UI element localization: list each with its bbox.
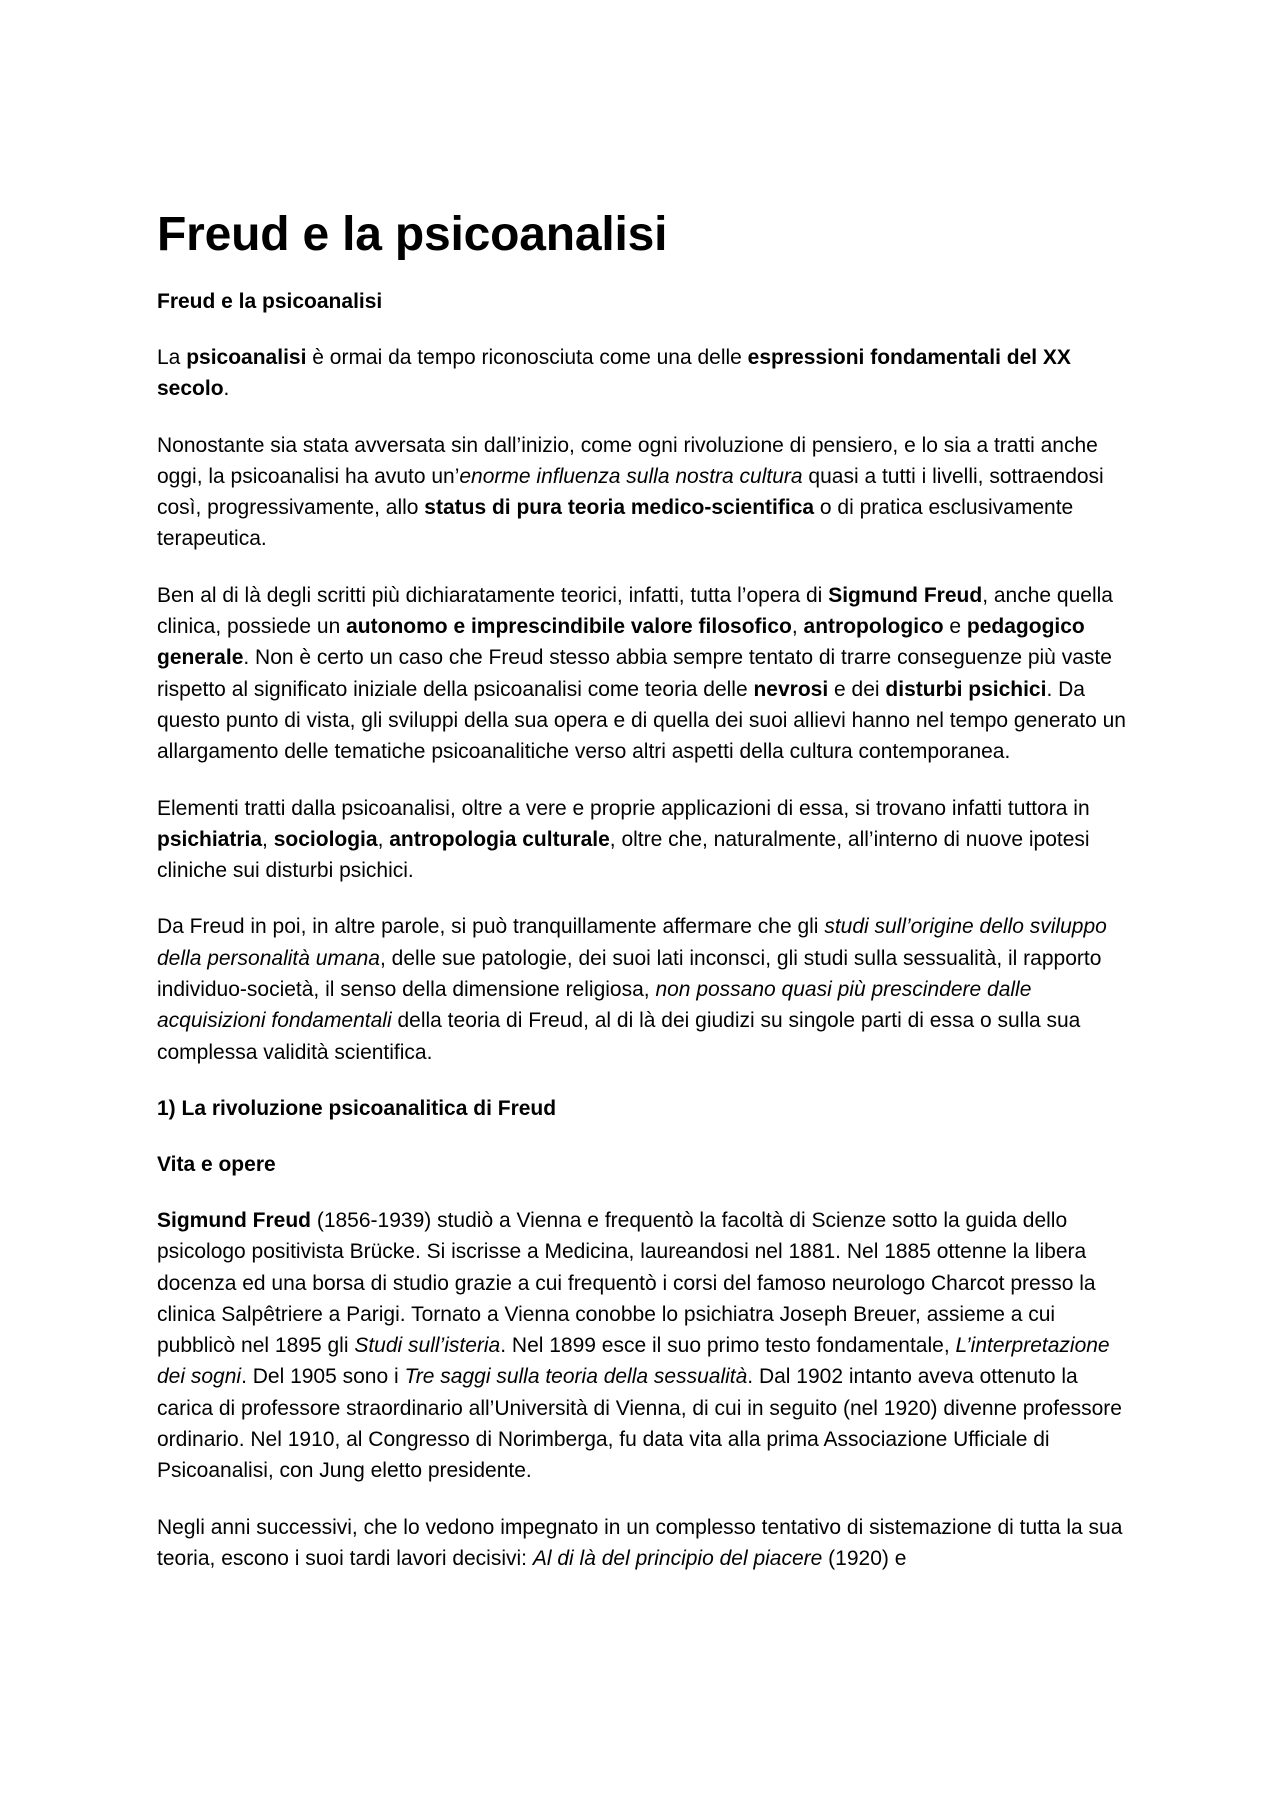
bold-text: psicoanalisi bbox=[186, 346, 307, 369]
document-title: Freud e la psicoanalisi bbox=[157, 208, 668, 261]
italic-text: Studi sull’isteria bbox=[354, 1334, 501, 1358]
document-body bbox=[157, 286, 1127, 1574]
bold-text: psichiatria bbox=[157, 827, 263, 851]
bold-text: disturbi psichici bbox=[885, 677, 1047, 701]
italic-text: Al di là del principio del piacere bbox=[532, 1546, 823, 1570]
bold-text: autonomo e imprescindibile valore filosofico bbox=[346, 615, 792, 639]
section-heading: 1) La rivoluzione psicoanalitica di Freud bbox=[157, 1096, 557, 1120]
bold-text: sociologia bbox=[273, 827, 378, 851]
italic-text: non possano quasi più prescindere dalle acquisizioni fondamentali bbox=[157, 978, 1032, 1033]
bold-text: espressioni fondamentali del XX secolo bbox=[157, 346, 1071, 401]
italic-text: studi sull’origine dello sviluppo della personalità umana bbox=[157, 915, 1107, 970]
section-heading: Freud e la psicoanalisi bbox=[157, 290, 383, 313]
bold-text: pedagogico generale bbox=[157, 615, 1085, 670]
paragraph: Ben al di là degli scritti più dichiaratamente teorici, infatti, tutta l’opera di Sigmund Freud, anche quella clinica, possiede un autonomo e imprescindibile valore filosofico, antropologico e pedagogico generale. Non è certo un caso che Freud stesso abbia sempre tentato di trarre conseguenze più vaste rispetto al significato iniziale della psicoanalisi come teoria delle nevrosi e dei disturbi psichici. Da questo punto di vista, gli sviluppi della sua opera e di quella dei suoi allievi hanno nel tempo generato un allargamento delle tematiche psicoanalitiche verso altri aspetti della cultura contemporanea. bbox=[157, 583, 1126, 764]
italic-text: enorme influenza sulla nostra cultura bbox=[459, 464, 803, 488]
bold-text: antropologia culturale bbox=[389, 827, 610, 851]
italic-text: Tre saggi sulla teoria della sessualità bbox=[404, 1365, 748, 1389]
document-page bbox=[157, 206, 1127, 1599]
paragraph: Negli anni successivi, che lo vedono impegnato in un complesso tentativo di sistemazione di tutta la sua teoria, escono i suoi tardi lavori decisivi: Al di là del principio del piacere (1920) e bbox=[157, 1515, 1123, 1570]
paragraph: La psicoanalisi è ormai da tempo riconosciuta come una delle espressioni fondamentali del XX secolo. bbox=[157, 346, 1071, 401]
section-heading: Vita e opere bbox=[157, 1152, 276, 1176]
paragraph: Sigmund Freud (1856-1939) studiò a Vienna e frequentò la facoltà di Scienze sotto la guida dello psicologo positivista Brücke. Si iscrisse a Medicina, laureandosi nel 1881. Nel 1885 ottenne la libera docenza ed una borsa di studio grazie a cui frequentò i corsi del famoso neurologo Charcot presso la clinica Salpêtriere a Parigi. Tornato a Vienna conobbe lo psichiatra Joseph Breuer, assieme a cui pubblicò nel 1895 gli Studi sull’isteria. Nel 1899 esce il suo primo testo fondamentale, L’interpretazione dei sogni. Del 1905 sono i Tre saggi sulla teoria della sessualità. Dal 1902 intanto aveva ottenuto la carica di professore straordinario all’Università di Vienna, di cui in seguito (nel 1920) divenne professore ordinario. Nel 1910, al Congresso di Norimberga, fu data vita alla prima Associazione Ufficiale di Psicoanalisi, con Jung eletto presidente. bbox=[157, 1208, 1122, 1483]
bold-text: status di pura teoria medico-scientifica bbox=[424, 496, 815, 520]
bold-text: Sigmund Freud bbox=[157, 1208, 311, 1232]
bold-text: antropologico bbox=[803, 615, 944, 639]
paragraph: Elementi tratti dalla psicoanalisi, oltre a vere e proprie applicazioni di essa, si trovano infatti tuttora in psichiatria, sociologia, antropologia culturale, oltre che, naturalmente, all’interno di nuove ipotesi cliniche sui disturbi psichici. bbox=[157, 796, 1090, 883]
paragraph: Nonostante sia stata avversata sin dall’inizio, come ogni rivoluzione di pensiero, e lo sia a tratti anche oggi, la psicoanalisi ha avuto un’enorme influenza sulla nostra cultura quasi a tutti i livelli, sottraendosi così, progressivamente, allo status di pura teoria medico-scientifica o di pratica esclusivamente terapeutica. bbox=[157, 433, 1104, 551]
bold-text: Sigmund Freud bbox=[828, 583, 983, 607]
paragraph: Da Freud in poi, in altre parole, si può tranquillamente affermare che gli studi sull’origine dello sviluppo della personalità umana, delle sue patologie, dei suoi lati inconsci, gli studi sulla sessualità, il rapporto individuo-società, il senso della dimensione religiosa, non possano quasi più prescindere dalle acquisizioni fondamentali della teoria di Freud, al di là dei giudizi su singole parti di essa o sulla sua complessa validità scientifica. bbox=[157, 915, 1107, 1064]
italic-text: L’interpretazione dei sogni bbox=[157, 1334, 1110, 1389]
bold-text: nevrosi bbox=[753, 677, 829, 701]
